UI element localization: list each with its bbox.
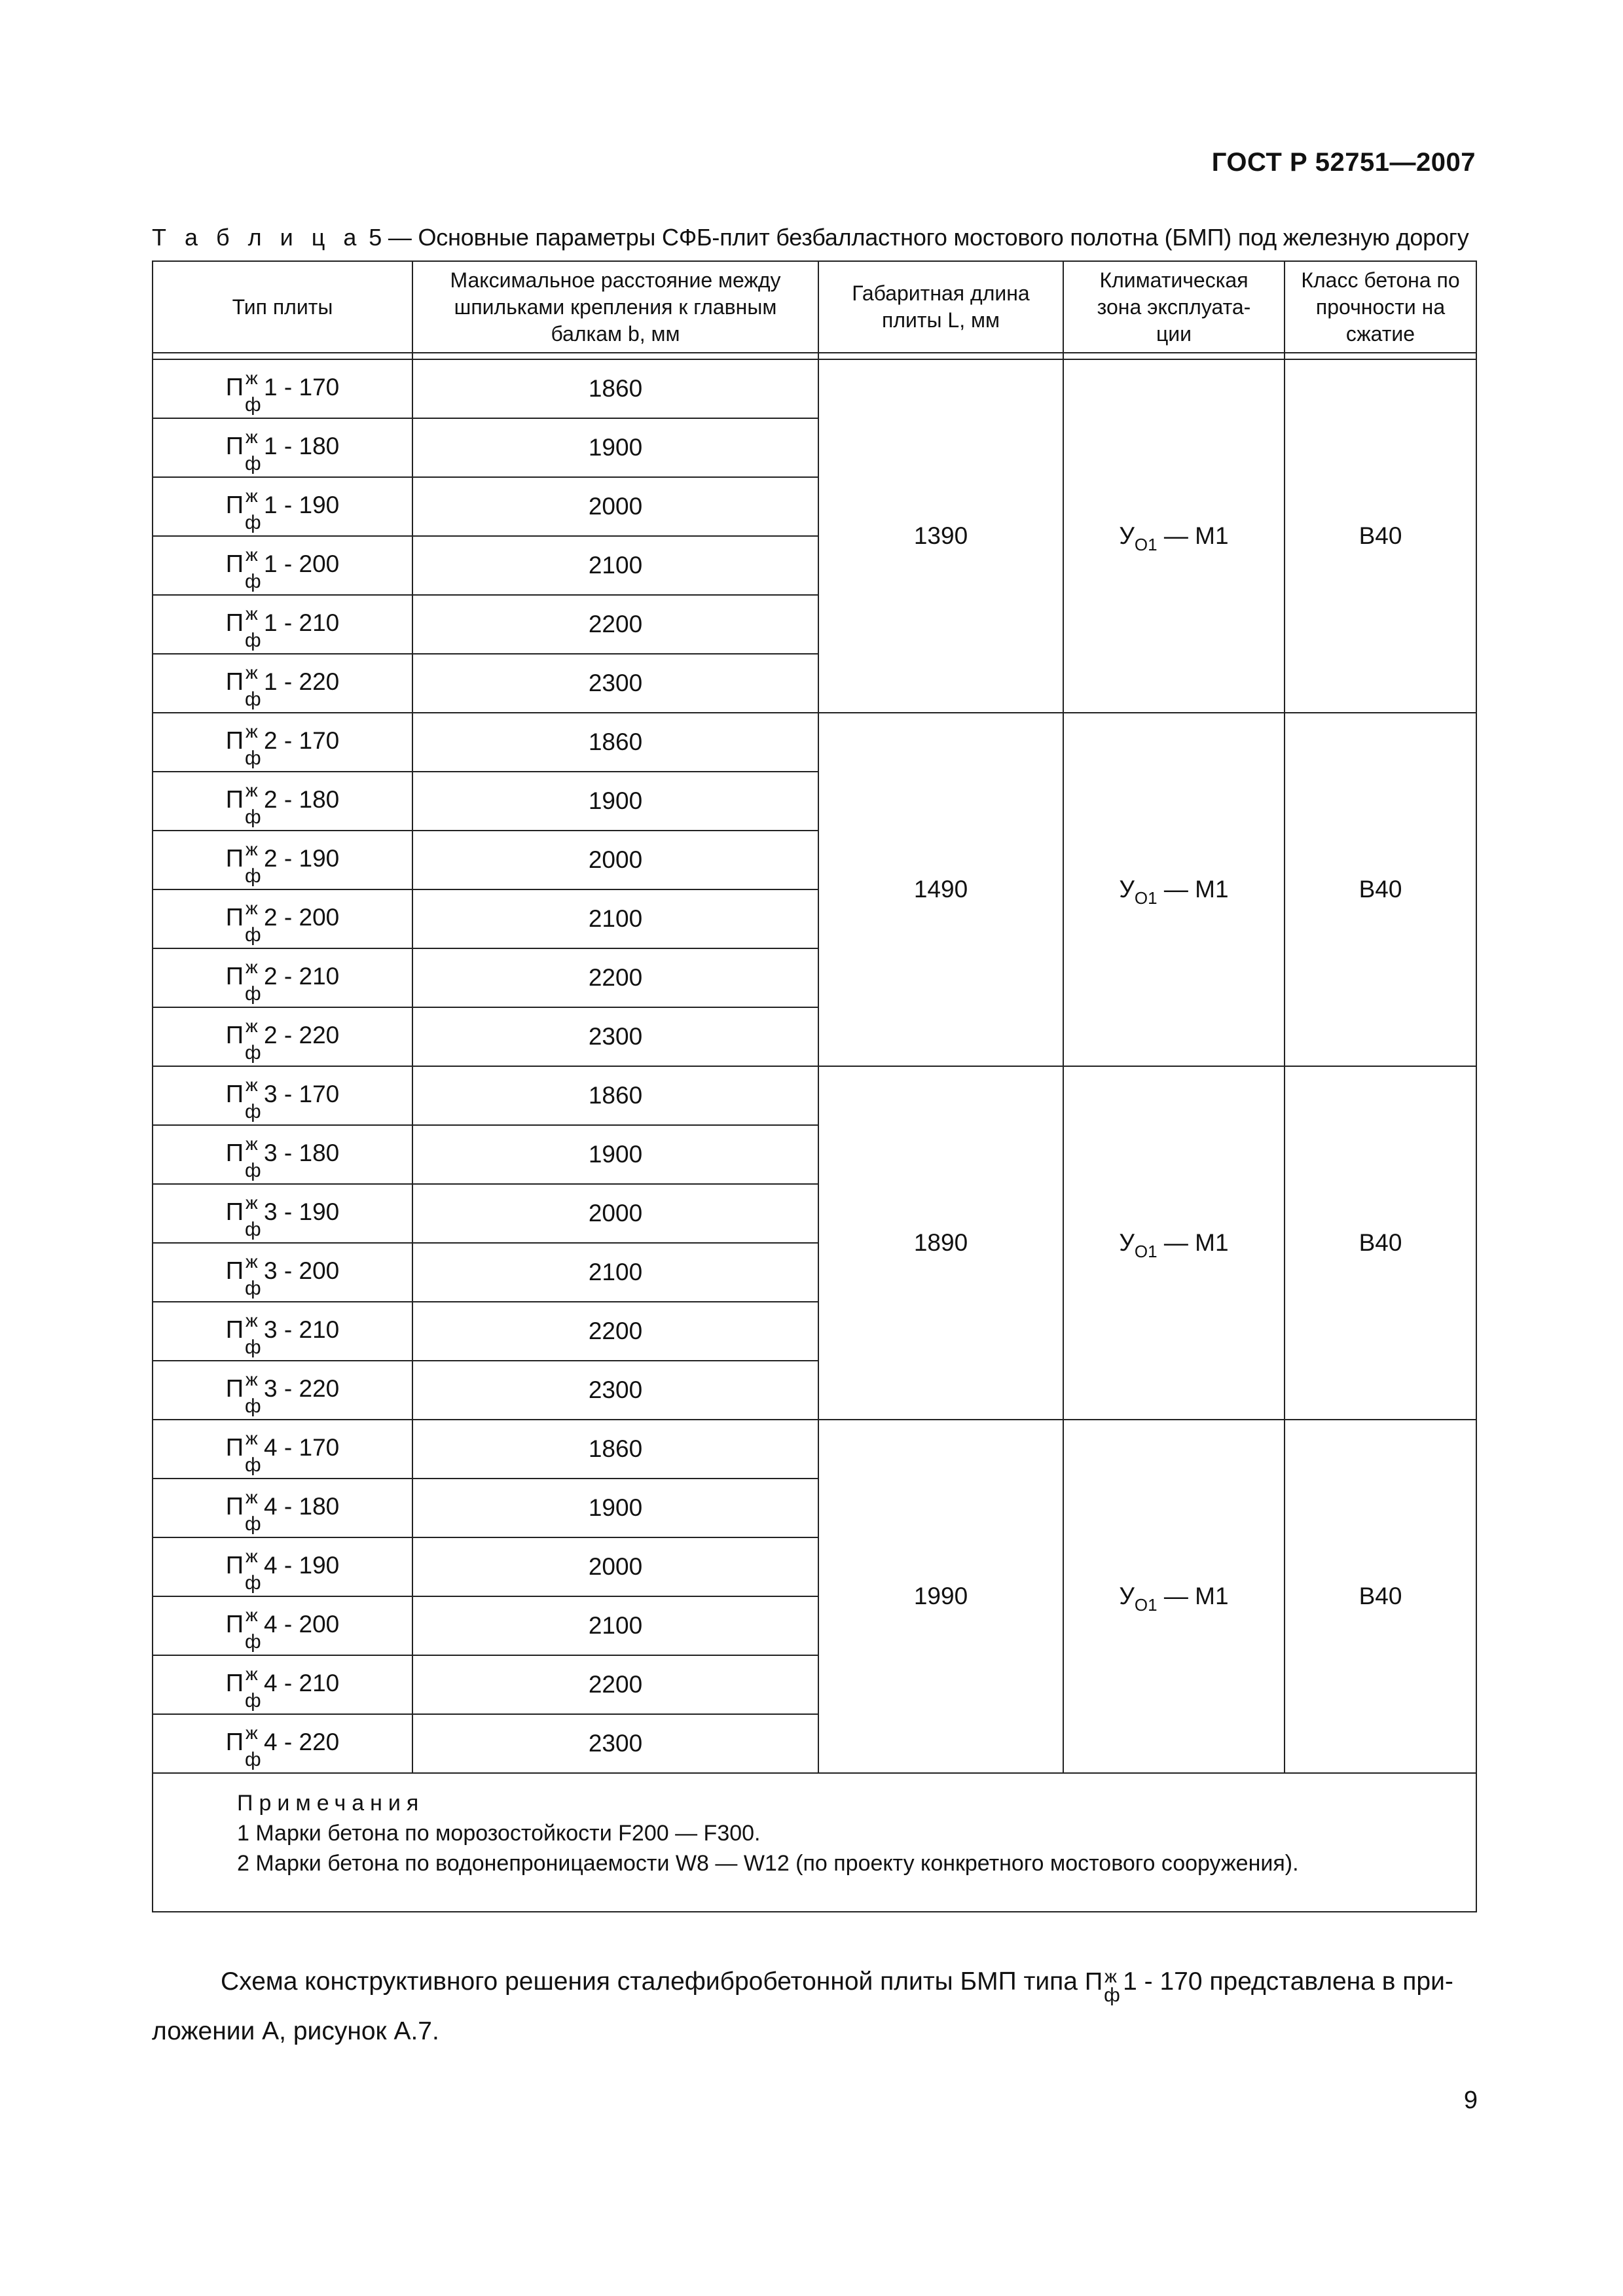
notes-title: Примечания <box>237 1791 425 1816</box>
max-spacing-cell: 2000 <box>412 831 818 889</box>
plate-type-cell: П ж ф 3 - 220 <box>153 1361 412 1420</box>
max-spacing-cell: 2300 <box>412 1007 818 1066</box>
max-spacing-cell: 2200 <box>412 1655 818 1714</box>
plate-type-cell: П ж ф 2 - 180 <box>153 772 412 831</box>
plate-type-cell: П ж ф 3 - 190 <box>153 1184 412 1243</box>
overall-length-cell: 1890 <box>818 1066 1063 1420</box>
max-spacing-cell: 1900 <box>412 418 818 477</box>
max-spacing-cell: 2200 <box>412 948 818 1007</box>
plate-type-cell: П ж ф 2 - 220 <box>153 1007 412 1066</box>
plate-type-cell: П ж ф 4 - 190 <box>153 1537 412 1596</box>
overall-length-cell: 1490 <box>818 713 1063 1066</box>
plate-type-cell: П ж ф 2 - 170 <box>153 713 412 772</box>
max-spacing-cell: 2000 <box>412 1537 818 1596</box>
plate-type-cell: П ж ф 3 - 210 <box>153 1302 412 1361</box>
plate-type-cell: П ж ф 3 - 170 <box>153 1066 412 1125</box>
plate-type-cell: П ж ф 3 - 200 <box>153 1243 412 1302</box>
note-item: 1 Марки бетона по морозостойкости F200 — F300. <box>237 1821 761 1846</box>
max-spacing-cell: 1860 <box>412 713 818 772</box>
max-spacing-cell: 1860 <box>412 1066 818 1125</box>
max-spacing-cell: 1900 <box>412 1125 818 1184</box>
plate-type-cell: П ж ф 1 - 210 <box>153 595 412 654</box>
plate-type-cell: П ж ф 2 - 200 <box>153 889 412 948</box>
max-spacing-cell: 2300 <box>412 654 818 713</box>
max-spacing-cell: 2100 <box>412 536 818 595</box>
header-max-spacing: Максимальное расстояние между шпильками крепления к главным балкам b, мм <box>412 261 818 353</box>
plate-type-cell: П ж ф 2 - 190 <box>153 831 412 889</box>
paragraph-line2: ложении А, рисунок А.7. <box>152 2017 439 2045</box>
caption-dash: — <box>388 224 412 251</box>
plate-type-cell: П ж ф 1 - 220 <box>153 654 412 713</box>
plate-type-cell: П ж ф 4 - 210 <box>153 1655 412 1714</box>
table-row <box>153 1066 1476 1125</box>
max-spacing-cell: 2200 <box>412 1302 818 1361</box>
concrete-class-cell: В40 <box>1285 1066 1476 1420</box>
table-notes <box>153 1773 1476 1912</box>
table-row <box>153 713 1476 772</box>
header-concrete-class: Класс бетона по прочности на сжатие <box>1285 261 1476 353</box>
plate-type-cell: П ж ф 2 - 210 <box>153 948 412 1007</box>
max-spacing-cell: 1860 <box>412 1420 818 1479</box>
max-spacing-cell: 1860 <box>412 359 818 418</box>
caption-number: 5 <box>369 224 382 251</box>
plate-type-cell: П ж ф 1 - 180 <box>153 418 412 477</box>
overall-length-cell: 1390 <box>818 359 1063 713</box>
header-overall-length: Габаритная длина плиты L, мм <box>818 261 1063 353</box>
max-spacing-cell: 1900 <box>412 1479 818 1537</box>
max-spacing-cell: 2300 <box>412 1361 818 1420</box>
concrete-class-cell: В40 <box>1285 713 1476 1066</box>
table-row <box>153 359 1476 418</box>
body-paragraph <box>152 1957 1481 2056</box>
table-caption <box>152 224 1481 251</box>
max-spacing-cell: 2100 <box>412 1243 818 1302</box>
max-spacing-cell: 2000 <box>412 477 818 536</box>
max-spacing-cell: 2300 <box>412 1714 818 1773</box>
caption-text: Основные параметры СФБ-плит безбалластного мостового полотна (БМП) под железную дорогу <box>418 224 1469 251</box>
max-spacing-cell: 2100 <box>412 889 818 948</box>
table-body <box>153 353 1476 1773</box>
document-code: ГОСТ Р 52751—2007 <box>1211 148 1476 177</box>
concrete-class-cell: В40 <box>1285 359 1476 713</box>
plate-type-cell: П ж ф 4 - 200 <box>153 1596 412 1655</box>
paragraph-text-before: Схема конструктивного решения сталефибробетонной плиты БМП типа <box>221 1967 1078 1996</box>
table-row <box>153 1420 1476 1479</box>
plate-type-cell: П ж ф 1 - 170 <box>153 359 412 418</box>
paragraph-text-after: представлена в при- <box>1209 1967 1453 1996</box>
plate-type-cell: П ж ф 4 - 220 <box>153 1714 412 1773</box>
note-item: 2 Марки бетона по водонепроницаемости W8 — W12 (по проекту конкретного мостового сооружения). <box>237 1851 1299 1876</box>
caption-label: Т а б л и ц а <box>152 224 363 251</box>
paragraph-type-ref: П ж ф 1 - 170 <box>1084 1965 1203 2006</box>
plate-type-cell: П ж ф 3 - 180 <box>153 1125 412 1184</box>
climate-zone-cell: $У_{О1}$ — М1 <box>1063 713 1285 1066</box>
max-spacing-cell: 1900 <box>412 772 818 831</box>
max-spacing-cell: 2000 <box>412 1184 818 1243</box>
max-spacing-cell: 2200 <box>412 595 818 654</box>
header-separator <box>153 353 1476 359</box>
plate-type-cell: П ж ф 4 - 180 <box>153 1479 412 1537</box>
overall-length-cell: 1990 <box>818 1420 1063 1773</box>
concrete-class-cell: В40 <box>1285 1420 1476 1773</box>
header-climate-zone: Климатическая зона эксплуата-ции <box>1063 261 1285 353</box>
plate-type-cell: П ж ф 4 - 170 <box>153 1420 412 1479</box>
climate-zone-cell: $У_{О1}$ — М1 <box>1063 359 1285 713</box>
plate-type-cell: П ж ф 1 - 190 <box>153 477 412 536</box>
max-spacing-cell: 2100 <box>412 1596 818 1655</box>
climate-zone-cell: $У_{О1}$ — М1 <box>1063 1066 1285 1420</box>
climate-zone-cell: $У_{О1}$ — М1 <box>1063 1420 1285 1773</box>
page-number: 9 <box>1463 2087 1478 2114</box>
parameters-table <box>152 260 1477 1912</box>
header-plate-type: Тип плиты <box>153 261 412 353</box>
plate-type-cell: П ж ф 1 - 200 <box>153 536 412 595</box>
